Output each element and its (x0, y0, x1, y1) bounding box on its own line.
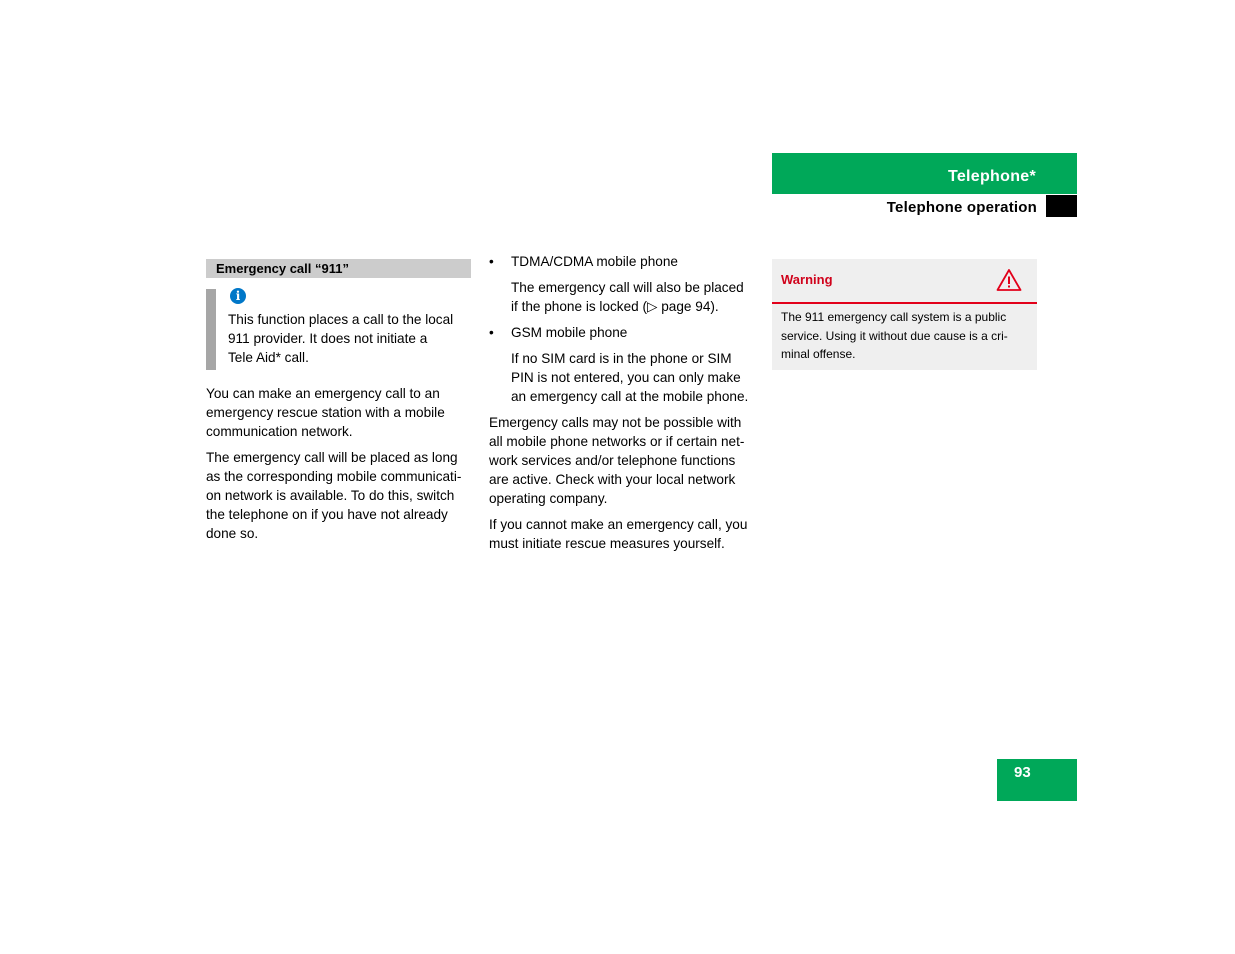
text-line: If no SIM card is in the phone or SIM (511, 351, 732, 366)
text-line: an emergency call at the mobile phone. (511, 389, 749, 404)
info-line: Tele Aid* call. (228, 350, 309, 365)
text-line: work services and/or telephone functions (489, 453, 736, 468)
text-line: on network is available. To do this, switch (206, 488, 455, 503)
text-line: emergency rescue station with a mobile (206, 405, 445, 420)
text-line: all mobile phone networks or if certain net- (489, 434, 745, 449)
chapter-title: Telephone* (947, 168, 1036, 185)
text-line: The 911 emergency call system is a public (781, 310, 1007, 324)
middle-column (489, 252, 759, 560)
paragraph (489, 413, 759, 508)
text-line: if the phone is locked (▷ page 94). (511, 299, 719, 314)
info-note-text (228, 310, 472, 367)
text-line: Emergency calls may not be possible with (489, 415, 742, 430)
warning-title: Warning (781, 272, 833, 287)
text-line: the telephone on if you have not already (206, 507, 448, 522)
page-number: 93 (1014, 764, 1031, 781)
text-line: are active. Check with your local network (489, 472, 736, 487)
text-line: service. Using it without due cause is a cri- (781, 328, 1008, 343)
warning-divider (772, 302, 1037, 304)
text-line: PIN is not entered, you can only make (511, 370, 741, 385)
warning-triangle-icon (996, 268, 1022, 292)
bullet-item (489, 323, 759, 342)
text-line: You can make an emergency call to an (206, 386, 440, 401)
paragraph (206, 384, 474, 441)
text-line: must initiate rescue measures yourself. (489, 536, 725, 551)
text-line: If you cannot make an emergency call, you (489, 517, 748, 532)
info-note-bar (206, 289, 216, 370)
bullet-label: TDMA/CDMA mobile phone (511, 254, 678, 269)
bullet-detail (489, 349, 759, 406)
bullet-dot-icon: • (489, 325, 494, 340)
bullet-item (489, 252, 759, 271)
text-line: as the corresponding mobile communicati- (206, 469, 462, 484)
paragraph (489, 515, 759, 553)
emergency-call-heading: Emergency call “911” (206, 259, 471, 278)
bullet-dot-icon: • (489, 254, 494, 269)
left-column (206, 384, 474, 550)
text-line: The emergency call will be placed as long (206, 450, 458, 465)
section-marker (1046, 195, 1077, 217)
info-icon: i (230, 288, 246, 304)
text-line: communication network. (206, 424, 353, 439)
text-line: operating company. (489, 491, 608, 506)
bullet-detail (489, 278, 759, 316)
text-line: minal offense. (781, 347, 856, 361)
section-title: Telephone operation (886, 199, 1037, 216)
page-number-box (997, 759, 1077, 801)
chapter-header-bar (772, 153, 1077, 194)
info-line: 911 provider. It does not initiate a (228, 331, 428, 346)
bullet-label: GSM mobile phone (511, 325, 628, 340)
info-line: This function places a call to the local (228, 312, 454, 327)
warning-text (781, 308, 1029, 364)
text-line: The emergency call will also be placed (511, 280, 744, 295)
paragraph (206, 448, 474, 543)
text-line: done so. (206, 526, 259, 541)
